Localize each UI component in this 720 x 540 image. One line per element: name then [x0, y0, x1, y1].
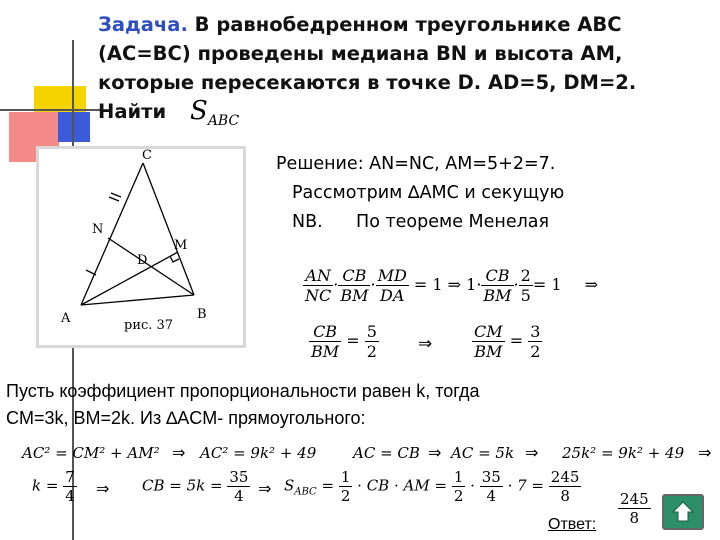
fraction-an-nc: $\frac{AN}{NC}$	[305, 266, 332, 305]
fraction-md-da: $\frac{MD}{DA}$	[377, 266, 407, 305]
equation-area: $S_{ABC}$ = $\frac{1}{2}$ · CB · AM = $\frac{1}{2}$ · $\frac{35}{4}$ · 7 = $\frac{245}{8}$	[284, 468, 580, 505]
menelaus-equation: $\frac{AN}{NC}$ · $\frac{CB}{BM}$ · $\frac{MD}{DA}$ = 1 ⇒ 1· $\frac{CB}{BM}$ · $\frac{2}{5}$ = 1 ⇒	[305, 266, 598, 305]
label-b: B	[197, 307, 207, 322]
problem-label: Задача.	[98, 13, 188, 36]
area-symbol: $S_{ABC}$	[190, 96, 240, 130]
side-ac	[81, 163, 143, 305]
equation-pythagoras: AC² = CM² + AM²	[22, 444, 160, 462]
equation-k: k = $\frac{7}{4}$	[32, 468, 75, 505]
label-n: N	[92, 222, 104, 237]
decor-blue-square	[58, 112, 90, 142]
label-a: A	[61, 311, 71, 326]
implies-arrow-c: ⇒	[525, 443, 539, 462]
answer-label: Ответ:	[548, 516, 597, 533]
implies-arrow-1: ⇒	[584, 275, 598, 294]
problem-line-1: В равнобедренном треугольнике ABC	[187, 13, 622, 36]
ratio-cm-bm: $\frac{CM}{BM}$ = $\frac{3}{2}$	[474, 322, 541, 361]
fraction-2-5: $\frac{2}{5}$	[520, 266, 531, 305]
answer-value: $\frac{245}{8}$	[620, 490, 649, 527]
tick-mark-1	[109, 197, 119, 201]
body-line-2: CM=3k, BM=2k. Из ∆ACM- прямоугольного:	[6, 408, 366, 428]
problem-line-4: Найти	[98, 100, 167, 123]
home-arrow-icon	[664, 496, 702, 528]
side-bc	[143, 163, 194, 295]
solution-header: Решение	[276, 154, 358, 174]
triangle-figure	[36, 146, 246, 348]
figure-caption: рис. 37	[124, 318, 174, 333]
label-d: D	[137, 253, 148, 268]
solution-line-1: Решение: AN=NC, AM=5+2=7.	[276, 154, 556, 174]
label-m: M	[174, 238, 188, 253]
implies-arrow-f: ⇒	[258, 479, 272, 498]
solution-line-2: Рассмотрим ∆AMC и секущую	[292, 183, 565, 203]
equation-ac-5k: AC = 5k	[451, 444, 515, 462]
side-ab	[81, 295, 194, 305]
decor-horizontal-line	[0, 109, 100, 111]
ratio-cb-bm: $\frac{CB}{BM}$ = $\frac{5}{2}$	[311, 322, 377, 361]
label-c: C	[142, 149, 152, 163]
equation-ac-squared: AC² = 9k² + 49	[200, 444, 317, 462]
problem-line-3: которые пересекаются в точке D. AD=5, DM=2.	[98, 71, 637, 94]
equation-ac-cb: AC = CB	[353, 444, 420, 462]
fraction-cb-bm: $\frac{CB}{BM}$	[340, 266, 369, 305]
right-angle-mark	[170, 256, 179, 262]
implies-arrow-a: ⇒	[172, 443, 186, 462]
altitude-am	[81, 252, 178, 305]
tick-mark-2	[111, 193, 121, 197]
implies-arrow-b: ⇒	[428, 443, 442, 462]
solution-line-3: NB. По теореме Менелая	[292, 212, 550, 232]
implies-arrow-d: ⇒	[698, 443, 712, 462]
problem-line-2: (AC=BC) проведены медиана BN и высота AM,	[98, 42, 623, 65]
fraction-cb-bm-2: $\frac{CB}{BM}$	[483, 266, 512, 305]
home-nav-button[interactable]	[662, 494, 704, 530]
implies-arrow-e: ⇒	[96, 479, 110, 498]
equation-cb: CB = 5k = $\frac{35}{4}$	[142, 468, 249, 505]
body-line-1: Пусть коэффициент пропорциональности равен k, тогда	[6, 381, 480, 401]
triangle-diagram	[39, 149, 243, 345]
implies-arrow-2: ⇒	[418, 334, 433, 354]
equation-25k: 25k² = 9k² + 49	[562, 444, 685, 462]
